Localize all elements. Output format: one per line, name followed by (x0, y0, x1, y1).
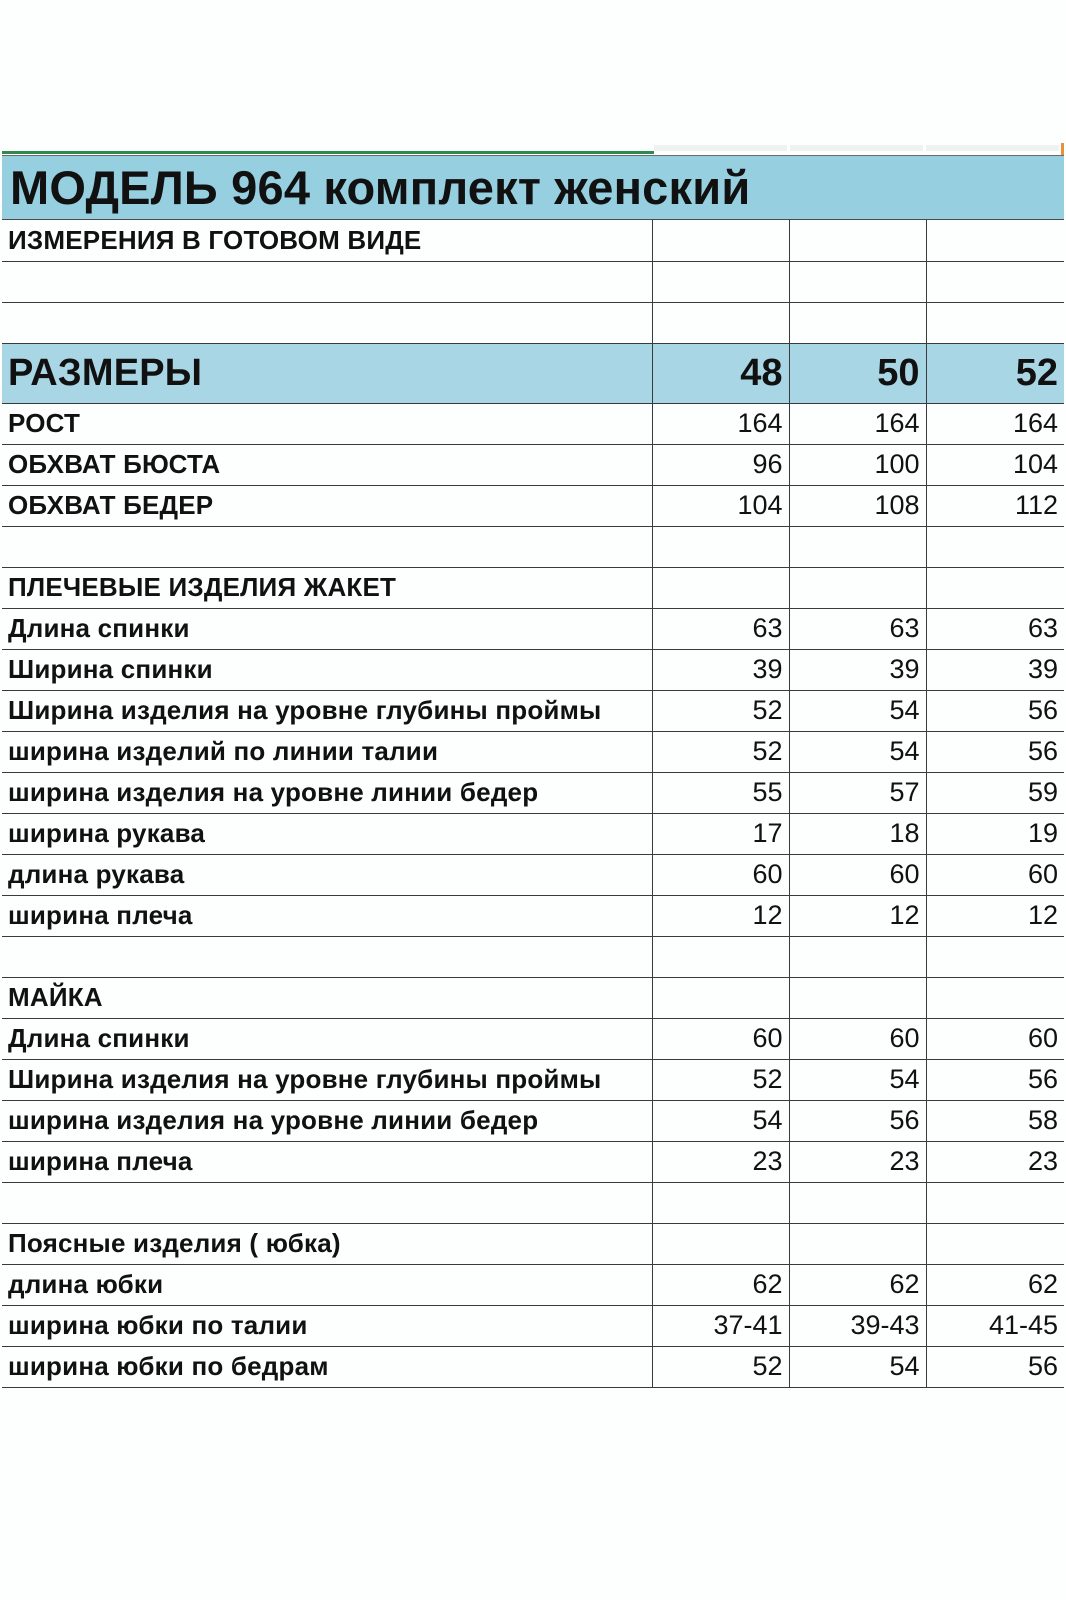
value-cell (926, 567, 1064, 608)
value-cell: 104 (652, 485, 789, 526)
value-cell: 41-45 (926, 1305, 1064, 1346)
value-cell: 96 (652, 444, 789, 485)
value-cell: 19 (926, 813, 1064, 854)
value-cell: 62 (789, 1264, 926, 1305)
value-cell (926, 302, 1064, 343)
value-cell (652, 220, 789, 261)
row-label: Ширина спинки (2, 649, 652, 690)
value-cell (789, 1223, 926, 1264)
value-cell (789, 261, 926, 302)
row-label: Ширина изделия на уровне глубины проймы (2, 1059, 652, 1100)
column-header-segment (654, 145, 787, 151)
blank-row (2, 261, 1064, 302)
value-cell: 57 (789, 772, 926, 813)
value-cell (789, 526, 926, 567)
value-cell: 56 (926, 690, 1064, 731)
size-header-cell: 48 (652, 343, 789, 403)
value-cell (652, 1223, 789, 1264)
value-cell: 104 (926, 444, 1064, 485)
value-cell: 62 (926, 1264, 1064, 1305)
value-cell: 12 (652, 895, 789, 936)
value-cell: 63 (926, 608, 1064, 649)
value-cell: 52 (652, 690, 789, 731)
table-row (2, 608, 1064, 649)
value-cell: 54 (789, 1346, 926, 1387)
value-cell: 63 (789, 608, 926, 649)
table-row (2, 1141, 1064, 1182)
value-cell: 55 (652, 772, 789, 813)
value-cell (789, 977, 926, 1018)
value-cell (652, 526, 789, 567)
value-cell: 100 (789, 444, 926, 485)
value-cell (926, 261, 1064, 302)
blank-row (2, 526, 1064, 567)
value-cell: 56 (789, 1100, 926, 1141)
value-cell: 37-41 (652, 1305, 789, 1346)
value-cell (926, 526, 1064, 567)
row-label (2, 526, 652, 567)
table-row (2, 772, 1064, 813)
value-cell (652, 261, 789, 302)
value-cell: 17 (652, 813, 789, 854)
row-label (2, 302, 652, 343)
table-row (2, 403, 1064, 444)
row-label: длина рукава (2, 854, 652, 895)
value-cell: 12 (926, 895, 1064, 936)
section-row (2, 977, 1064, 1018)
value-cell: 12 (789, 895, 926, 936)
value-cell: 39 (789, 649, 926, 690)
value-cell: 52 (652, 1346, 789, 1387)
value-cell (926, 977, 1064, 1018)
size-header-cell: 50 (789, 343, 926, 403)
value-cell: 60 (789, 1018, 926, 1059)
value-cell (789, 220, 926, 261)
value-cell: 60 (789, 854, 926, 895)
value-cell: 164 (926, 403, 1064, 444)
value-cell: 23 (926, 1141, 1064, 1182)
table-row (2, 854, 1064, 895)
value-cell (652, 567, 789, 608)
table-row (2, 1059, 1064, 1100)
value-cell (926, 936, 1064, 977)
value-cell: 18 (789, 813, 926, 854)
value-cell: 60 (652, 854, 789, 895)
table-row (2, 1100, 1064, 1141)
table-row (2, 444, 1064, 485)
value-cell: 56 (926, 1059, 1064, 1100)
selection-indicator (2, 151, 654, 154)
value-cell: 164 (652, 403, 789, 444)
blank-row (2, 936, 1064, 977)
edge-marker (1061, 143, 1064, 155)
value-cell (926, 1182, 1064, 1223)
table-row (2, 1018, 1064, 1059)
row-label (2, 1182, 652, 1223)
value-cell (789, 302, 926, 343)
table-row (2, 1346, 1064, 1387)
value-cell: 54 (789, 690, 926, 731)
blank-row (2, 302, 1064, 343)
value-cell: 23 (789, 1141, 926, 1182)
blank-row (2, 1182, 1064, 1223)
row-label: РАЗМЕРЫ (2, 343, 652, 403)
row-label: ширина изделия на уровне линии бедер (2, 772, 652, 813)
value-cell: 59 (926, 772, 1064, 813)
value-cell (789, 567, 926, 608)
value-cell: 52 (652, 1059, 789, 1100)
row-label: ИЗМЕРЕНИЯ В ГОТОВОМ ВИДЕ (2, 220, 652, 261)
section-row (2, 220, 1064, 261)
column-header-segment (790, 145, 923, 151)
table-row (2, 813, 1064, 854)
table-row (2, 485, 1064, 526)
row-label (2, 261, 652, 302)
value-cell (652, 1182, 789, 1223)
table-row (2, 731, 1064, 772)
table-row (2, 1264, 1064, 1305)
value-cell: 58 (926, 1100, 1064, 1141)
table-row (2, 1305, 1064, 1346)
value-cell: 23 (652, 1141, 789, 1182)
sheet-title: МОДЕЛЬ 964 комплект женский (10, 161, 751, 214)
row-label: ширина рукава (2, 813, 652, 854)
value-cell: 60 (926, 854, 1064, 895)
value-cell (789, 936, 926, 977)
spreadsheet (2, 143, 1064, 1388)
value-cell: 60 (926, 1018, 1064, 1059)
value-cell: 60 (652, 1018, 789, 1059)
value-cell (652, 936, 789, 977)
value-cell (652, 302, 789, 343)
column-header-segment (926, 145, 1059, 151)
row-label: ширина изделий по линии талии (2, 731, 652, 772)
value-cell: 164 (789, 403, 926, 444)
sheet-top-bar (2, 143, 1064, 155)
value-cell: 39 (652, 649, 789, 690)
value-cell (926, 1223, 1064, 1264)
row-label: ширина плеча (2, 895, 652, 936)
value-cell: 39 (926, 649, 1064, 690)
row-label: ширина юбки по бедрам (2, 1346, 652, 1387)
title-row (2, 155, 1064, 220)
row-label: ОБХВАТ БЮСТА (2, 444, 652, 485)
row-label: ПЛЕЧЕВЫЕ ИЗДЕЛИЯ ЖАКЕТ (2, 567, 652, 608)
section-row (2, 1223, 1064, 1264)
measurements-table (2, 220, 1064, 1388)
value-cell: 63 (652, 608, 789, 649)
table-row (2, 649, 1064, 690)
size-header-cell: 52 (926, 343, 1064, 403)
row-label: ширина изделия на уровне линии бедер (2, 1100, 652, 1141)
value-cell (926, 220, 1064, 261)
row-label: ширина юбки по талии (2, 1305, 652, 1346)
row-label: ширина плеча (2, 1141, 652, 1182)
value-cell: 108 (789, 485, 926, 526)
value-cell: 54 (789, 731, 926, 772)
value-cell: 54 (789, 1059, 926, 1100)
section-row (2, 567, 1064, 608)
value-cell: 56 (926, 1346, 1064, 1387)
row-label (2, 936, 652, 977)
row-label: Длина спинки (2, 608, 652, 649)
value-cell: 62 (652, 1264, 789, 1305)
row-label: МАЙКА (2, 977, 652, 1018)
value-cell (789, 1182, 926, 1223)
sizes-header-row (2, 343, 1064, 403)
value-cell (652, 977, 789, 1018)
row-label: длина юбки (2, 1264, 652, 1305)
row-label: Длина спинки (2, 1018, 652, 1059)
table-row (2, 895, 1064, 936)
value-cell: 54 (652, 1100, 789, 1141)
value-cell: 112 (926, 485, 1064, 526)
row-label: Поясные изделия ( юбка) (2, 1223, 652, 1264)
row-label: Ширина изделия на уровне глубины проймы (2, 690, 652, 731)
value-cell: 56 (926, 731, 1064, 772)
row-label: РОСТ (2, 403, 652, 444)
row-label: ОБХВАТ БЕДЕР (2, 485, 652, 526)
value-cell: 39-43 (789, 1305, 926, 1346)
value-cell: 52 (652, 731, 789, 772)
table-row (2, 690, 1064, 731)
